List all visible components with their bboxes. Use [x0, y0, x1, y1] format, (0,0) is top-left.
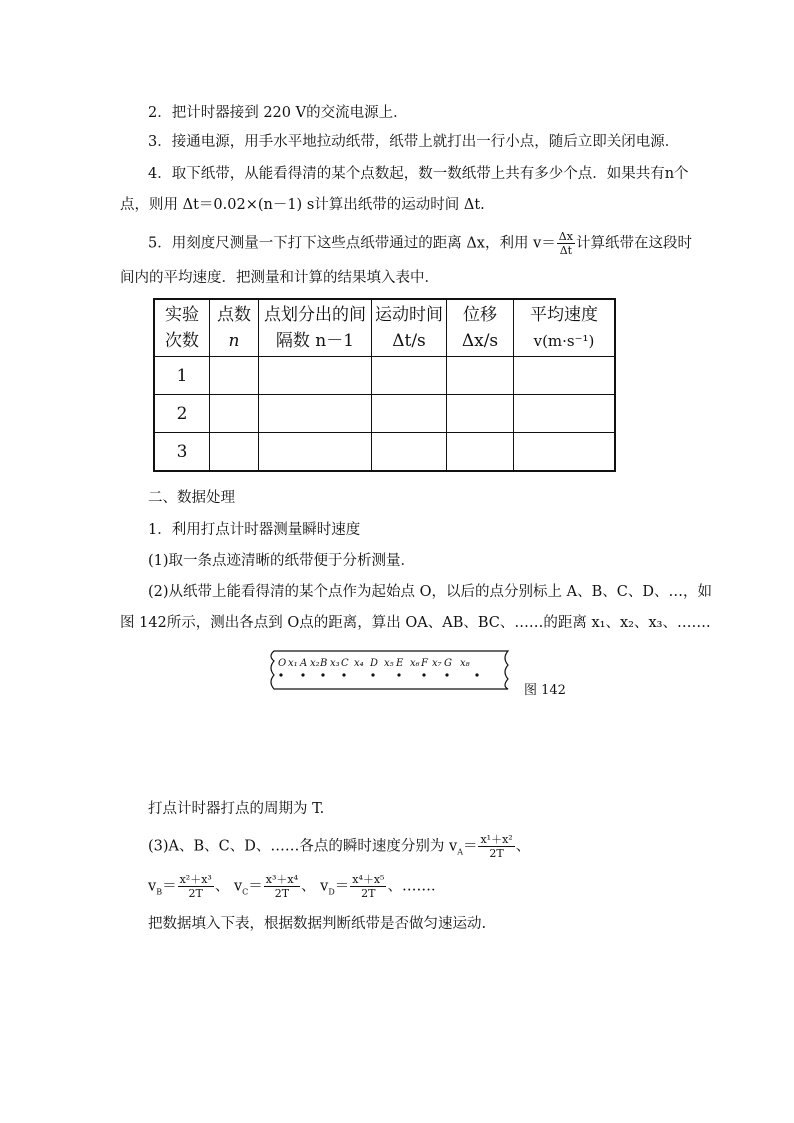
- tape-dot: [397, 673, 400, 676]
- velocity-fraction: [557, 230, 575, 257]
- tape-label: x₆: [410, 658, 420, 669]
- tape-label: x₃: [330, 658, 340, 669]
- tape-label: O: [278, 658, 287, 669]
- vD-fraction: $\frac{\text{x⁴＋x⁵}}{2T}$: [352, 873, 385, 900]
- table-header-row: [154, 299, 615, 357]
- tape-label: B: [320, 658, 328, 669]
- table-row: 3: [154, 433, 615, 472]
- tape-label: C: [341, 658, 349, 669]
- tape-dot: [445, 673, 448, 676]
- item-3-line2: $v_B=$ $\frac{\text{x²＋x³}}{2T}$ 、 $v_C=$ $\frac{\text{x³＋x⁴}}{2T}$ 、 $v_D=$ $\frac{\text{x⁴＋x⁵}}{2T}$ 、……．: [148, 873, 446, 900]
- period-text: 打点计时器打点的周期为 T.: [148, 801, 325, 817]
- figure-caption: 图 142: [524, 683, 566, 698]
- tape-dot: [342, 673, 345, 676]
- subheading-1: 1．利用打点计时器测量瞬时速度: [148, 522, 361, 538]
- header-avg-velocity: 平均速度 v(m·s⁻¹): [514, 299, 616, 357]
- tape-dot: [475, 673, 478, 676]
- table-row: 1: [154, 357, 615, 395]
- header-intervals: 点划分出的间 隔数 n－1: [259, 299, 372, 357]
- tape-label: D: [370, 658, 379, 669]
- item-3-line1: (3)A、B、C、D、……各点的瞬时速度分别为 $v_A=$ $\frac{\text{x¹＋x²}}{2T}$ 、: [148, 833, 531, 860]
- item-2-line2: 图 142所示，测出各点到 O点的距离，算出 OA、AB、BC、……的距离 x₁、x₂、x₃、…….: [120, 615, 711, 631]
- header-points: 点数 n: [210, 299, 259, 357]
- step-5-suffix: 计算纸带在这段时: [575, 235, 692, 252]
- section-heading: 二、数据处理: [148, 490, 235, 506]
- step-3: 3．接通电源，用手水平地拉动纸带，纸带上就打出一行小点，随后立即关闭电源．: [148, 134, 680, 150]
- frac-den: Δt: [559, 244, 573, 257]
- step-4-line1: 4．取下纸带，从能看得清的某个点数起，数一数纸带上共有多少个点．如果共有n个: [148, 166, 689, 182]
- tape-label: F: [421, 658, 428, 669]
- tape-dot: [422, 673, 425, 676]
- step-5-line1: [148, 230, 692, 257]
- tape-label: G: [444, 658, 452, 669]
- header-displacement: 位移 Δx/s: [447, 299, 514, 357]
- tape-dot: [301, 673, 304, 676]
- item-1: (1)取一条点迹清晰的纸带便于分析测量．: [148, 553, 416, 569]
- vB-fraction: $\frac{\text{x²＋x³}}{2T}$: [179, 873, 212, 900]
- step-4-line2: 点，则用 Δt＝0.02×(n－1) s计算出纸带的运动时间 Δt.: [120, 197, 485, 213]
- tape-label: x₁: [288, 658, 298, 669]
- tape-dot: [279, 673, 282, 676]
- vA-fraction: $\frac{\text{x¹＋x²}}{2T}$: [480, 833, 513, 860]
- tape-label: E: [396, 658, 404, 669]
- measurement-table: [153, 298, 616, 472]
- tape-label: x₄: [354, 658, 364, 669]
- tape-label: x₂: [310, 658, 320, 669]
- header-trial: 实验 次数: [154, 299, 210, 357]
- frac-num: Δx: [558, 230, 573, 243]
- step-5-prefix: 5．用刻度尺测量一下打下这些点纸带通过的距离 Δx，利用 v＝: [148, 235, 556, 252]
- tape-label: A: [300, 658, 308, 669]
- header-time: 运动时间 Δt/s: [372, 299, 447, 357]
- tape-dot: [321, 673, 324, 676]
- tape-label: x₇: [432, 658, 442, 669]
- item-2-line1: (2)从纸带上能看得清的某个点作为起始点 O，以后的点分别标上 A、B、C、D、…，如: [148, 584, 712, 600]
- table-row: 2: [154, 395, 615, 433]
- step-2: 2．把计时器接到 220 V的交流电源上．: [148, 105, 408, 121]
- vC-fraction: $\frac{\text{x³＋x⁴}}{2T}$: [265, 873, 298, 900]
- conclusion-text: 把数据填入下表，根据数据判断纸带是否做匀速运动.: [148, 916, 487, 932]
- paper-tape-figure: [266, 649, 516, 691]
- step-5-line2: 间内的平均速度．把测量和计算的结果填入表中．: [120, 270, 439, 286]
- tape-label: x₈: [460, 658, 470, 669]
- tape-dot: [371, 673, 374, 676]
- tape-label: x₅: [384, 658, 394, 669]
